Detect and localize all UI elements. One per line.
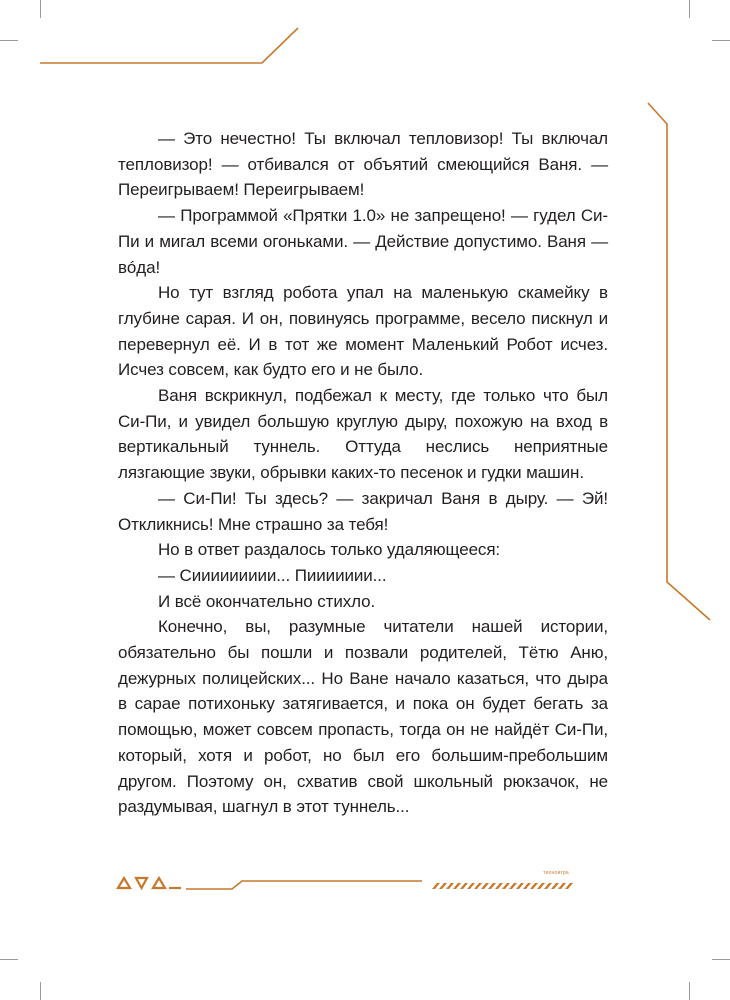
paragraph: Конечно, вы, разумные читатели нашей истории, обязательно бы пошли и позвали родителей, Тётю Аню, дежурных полицейских... Но Ване начало казаться, что дыра в сарае потихоньку затягивается, и пока он будет бегать за помощью, может совсем пропасть, тогда он не найдёт Си-Пи, который, хотя и робот, но был его большим-пребольшим другом. Поэтому он, схватив свой школьный рюкзачок, не раздумывая, шагнул в этот туннель... bbox=[118, 617, 608, 817]
footer-logo-icon bbox=[118, 878, 181, 888]
paragraph: — Си-Пи! Ты здесь? — закричал Ваня в дыру. — Эй! Откликнись! Мне страшно за тебя! bbox=[118, 488, 608, 534]
footer-label: техноигра bbox=[543, 870, 569, 876]
footer-line bbox=[186, 881, 422, 889]
right-frame-line bbox=[648, 103, 710, 620]
paragraph: Ваня вскрикнул, подбежал к месту, где только что был Си-Пи, и увидел большую круглую дыру, похожую на вход в вертикальный туннель. Оттуда неслись неприятные лязгающие звуки, обрывки каких-то песенок и гудки машин. bbox=[118, 386, 608, 483]
footer-hatch-icon bbox=[432, 883, 573, 889]
paragraph: И всё окончательно стихло. bbox=[158, 591, 376, 611]
paragraph: — Программой «Прятки 1.0» не запрещено! — гудел Си-Пи и мигал всеми огоньками. — Действие допустимо. Ваня — вóда! bbox=[118, 206, 608, 277]
story-text bbox=[118, 126, 608, 820]
top-frame-line bbox=[40, 28, 298, 63]
paragraph: Но в ответ раздалось только удаляющееся: bbox=[158, 540, 501, 560]
paragraph: — Сиииииииии... Пиииииии... bbox=[158, 565, 387, 585]
paragraph: — Это нечестно! Ты включал тепловизор! Ты включал тепловизор! — отбивался от объятий смеющийся Ваня. — Переигрываем! Переигрываем! bbox=[118, 129, 608, 200]
paragraph: Но тут взгляд робота упал на маленькую скамейку в глубине сарая. И он, повинуясь программе, весело пискнул и перевернул её. И в тот же момент Маленький Робот исчез. Исчез совсем, как будто его и не было. bbox=[118, 283, 608, 380]
